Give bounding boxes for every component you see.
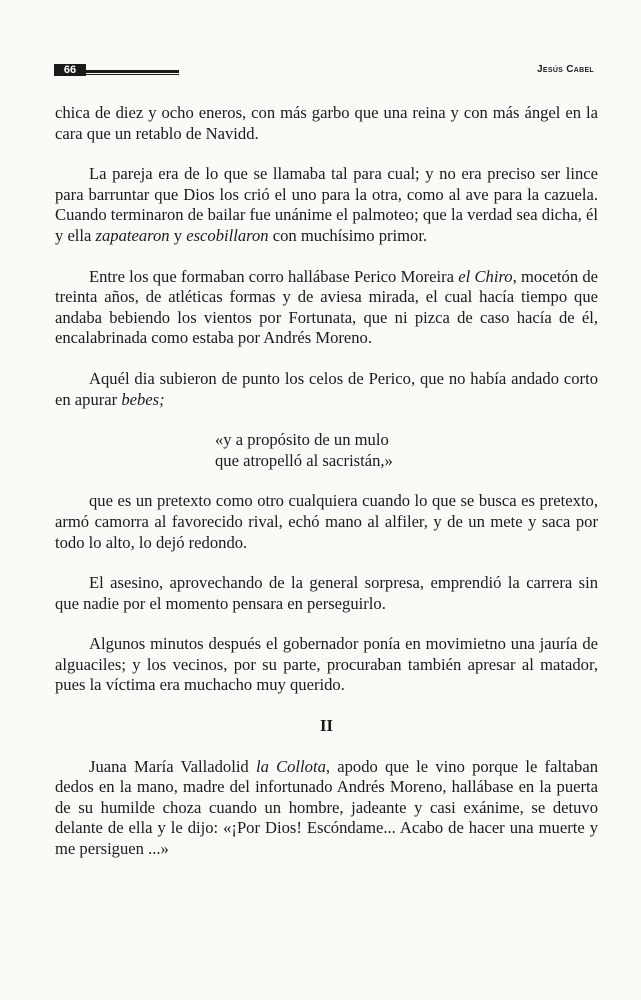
- verse-line-1: «y a propósito de un mulo: [215, 430, 389, 450]
- paragraph-3: [55, 267, 598, 349]
- paragraph-2-italic-escobillaron: escobillaron: [186, 225, 269, 245]
- paragraph-3-italic-el-chiro: el Chiro: [458, 266, 513, 286]
- paragraph-2-italic-zapatearon: zapatearon: [95, 225, 170, 245]
- running-head: Jesús Cabel: [537, 64, 594, 75]
- paragraph-2-text-c: y: [169, 225, 187, 245]
- paragraph-3-text-c: , mocetón de treinta años, de atléticas formas y de aviesa mirada, el cual hacía tiempo que andaba bebiendo los vientos por Fortunata, que ni pizca de caso hacía de él, encalabrinada como estaba por Andrés Moreno.: [55, 266, 599, 348]
- paragraph-8-text-a: Juana María Valladolid: [89, 756, 256, 776]
- header-rule: [86, 70, 179, 73]
- paragraph-2-text-e: con muchísimo primor.: [268, 225, 428, 245]
- header-rule-thin: [86, 74, 179, 75]
- body-text: [55, 103, 598, 880]
- section-heading: II: [320, 716, 333, 736]
- paragraph-2-text-a: La pareja era de lo que se llamaba tal para cual; y no era preciso ser lince para barruntar que Dios los crió el uno para la otra, como al ave para la cazuela. Cuando terminaron de bailar fue unánime el palmoteo; que la verdad sea dicha, él y ella: [55, 164, 598, 245]
- paragraph-5: que es un pretexto como otro cualquiera cuando lo que se busca es pretexto, armó camorra al favorecido rival, echó mano al alfiler, y de un mete y saca por todo lo alto, lo dejó redondo.: [55, 491, 598, 552]
- paragraph-3-text-a: Entre los que formaban corro hallábase Perico Moreira: [89, 266, 459, 286]
- paragraph-4-text-a: Aquél dia subieron de punto los celos de Perico, que no había andado corto en apurar: [55, 368, 598, 409]
- verse-line-2: que atropelló al sacristán,»: [215, 450, 393, 470]
- paragraph-1: chica de diez y ocho eneros, con más garbo que una reina y con más ángel en la cara que un retablo de Navidd.: [55, 103, 598, 143]
- paragraph-2: [55, 164, 598, 246]
- verse-quote: [215, 430, 598, 471]
- paragraph-8-text-c: , apodo que le vino porque le faltaban dedos en la mano, madre del infortunado Andrés Moreno, hallábase en la puerta de su humilde choza cuando un hombre, jadeante y casi exánime, se detuvo delante de ella y le dijo: «¡Por Dios! Escóndame... Acabo de hacer una muerte y me persiguen ...»: [55, 756, 598, 859]
- paragraph-6: El asesino, aprovechando de la general sorpresa, emprendió la carrera sin que nadie por el momento pensara en perseguirlo.: [55, 573, 598, 613]
- paragraph-8: [55, 757, 598, 860]
- paragraph-4-italic-bebes: bebes;: [121, 389, 165, 409]
- paragraph-7: Algunos minutos después el gobernador ponía en movimietno una jauría de alguaciles; y los vecinos, por su parte, procuraban también apresar al matador, pues la víctima era muchacho muy querido.: [55, 634, 598, 695]
- page-header: [54, 62, 594, 80]
- paragraph-4: [55, 369, 598, 410]
- paragraph-8-italic-la-collota: la Collota: [255, 756, 326, 776]
- page-number: 66: [54, 64, 86, 76]
